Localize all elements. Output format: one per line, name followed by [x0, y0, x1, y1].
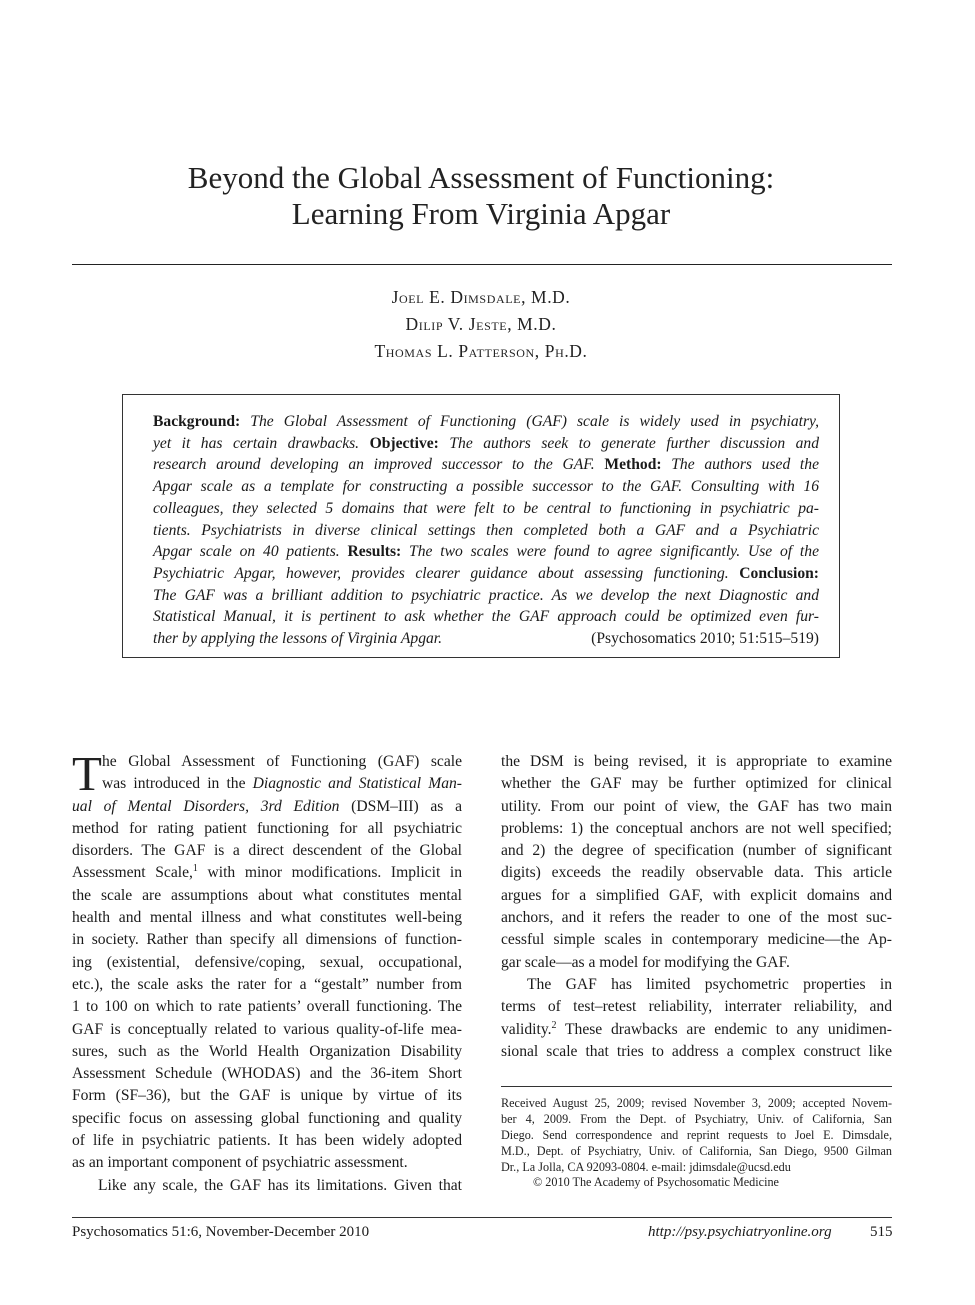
text-line: GAF is conceptually related to various quality-of-life mea- [72, 1020, 462, 1038]
text-line: gar scale—as a model for modifying the GAF. [501, 953, 790, 971]
journal-issue: Psychosomatics 51:6, November-December 2010 [72, 1224, 370, 1240]
author-3: Thomas L. Patterson, Ph.D. [374, 341, 588, 361]
title-divider [72, 264, 892, 265]
abstract-line: colleagues, they selected 5 domains that were felt to be central to functioning in psychiatric pa- [153, 499, 819, 517]
footer-divider [72, 1217, 892, 1218]
drop-cap: T [72, 746, 102, 801]
abstract-citation: (Psychosomatics 2010; 51:515–519) [591, 630, 819, 647]
text-line: and 2) the degree of specification (number of significant [501, 842, 892, 860]
abstract-line: Background: The Global Assessment of Functioning (GAF) scale is widely used in psychiatry, [153, 413, 819, 430]
footnote-line: Dr., La Jolla, CA 92093-0804. e-mail: jdimsdale@ucsd.edu [501, 1159, 791, 1174]
text-line: disorders. The GAF is a direct descendent of the Global [72, 842, 462, 860]
footnote-line: ber 4, 2009. From the Dept. of Psychiatry, Univ. of California, San [501, 1111, 892, 1126]
text-line: The GAF has limited psychometric properties in [527, 975, 892, 993]
footnote-line: Diego. Send correspondence and reprint requests to Joel E. Dimsdale, [501, 1127, 892, 1142]
abstract-line: Apgar scale as a template for constructing a possible successor to the GAF. Consulting with 16 [153, 478, 819, 496]
text-line: as an important component of psychiatric assessment. [72, 1154, 408, 1172]
text-line: he Global Assessment of Functioning (GAF) scale [102, 753, 462, 770]
text-line: the scale are assumptions about what constitutes mental [72, 886, 462, 904]
abstract-line: ther by applying the lessons of Virginia Apgar. (Psychosomatics 2010; 51:515–519) [153, 628, 819, 650]
abstract-heading-background: Background: [153, 413, 241, 430]
abstract-line: Statistical Manual, it is pertinent to ask whether the GAF approach could be optimized even fur- [153, 608, 819, 626]
author-2: Dilip V. Jeste, M.D. [405, 314, 557, 334]
text-line: ing (existential, defensive/coping, sexual, occupational, [72, 953, 462, 971]
text-line: Like any scale, the GAF has its limitations. Given that [98, 1176, 462, 1194]
citation-ref-1: 1 [192, 863, 198, 875]
body-column-right [501, 751, 892, 1063]
page-number: 515 [870, 1224, 893, 1240]
text-line: 1 to 100 on which to rate patients’ overall functioning. The [72, 998, 462, 1016]
abstract-heading-conclusion: Conclusion: [739, 564, 819, 582]
text-line: Assessment Scale,$^1$ with minor modifications. Implicit in [72, 863, 462, 882]
text-line: Form (SF–36), but the GAF is unique by virtue of its [72, 1087, 462, 1105]
text-line: in society. Rather than specify all dimensions of function- [72, 931, 462, 949]
body-column-left [72, 746, 462, 1197]
text-line: argues for a simplified GAF, with explicit domains and [501, 886, 892, 904]
text-line: of life in psychiatric patients. It has been widely adopted [72, 1132, 462, 1150]
text-line: terms of test–retest reliability, interrater reliability, and [501, 998, 892, 1016]
text-line: problems: 1) the conceptual anchors are not well specified; [501, 819, 892, 837]
footnote-line: Received August 25, 2009; revised November 3, 2009; accepted Novem- [501, 1096, 892, 1110]
text-line: Assessment Schedule (WHODAS) and the 36-item Short [72, 1065, 462, 1083]
author-1: Joel E. Dimsdale, M.D. [391, 287, 571, 307]
title-line-1: Beyond the Global Assessment of Functioning: [187, 160, 775, 195]
article-title [70, 160, 892, 232]
text-line: etc.), the scale asks the rater for a “gestalt” number from [72, 975, 462, 993]
abstract-line: yet it has certain drawbacks. Objective: The authors seek to generate further discussion and [153, 434, 819, 452]
text-line: digits) exceeds the readily observable data. This article [501, 864, 892, 882]
text-line: ual of Mental Disorders, 3rd Edition (DSM–III) as a [72, 797, 462, 815]
footnote-divider [501, 1086, 892, 1087]
abstract-line: The GAF was a brilliant addition to psychiatric practice. As we develop the next Diagnostic and [153, 586, 819, 604]
text-line: validity.$^2$ These drawbacks are endemic to any unidimen- [501, 1019, 892, 1038]
footnote [501, 1096, 892, 1191]
text-line: utility. From our point of view, the GAF has two main [501, 797, 892, 815]
text-line: anchors, and it refers the reader to one of the most suc- [501, 909, 892, 927]
author-list [70, 284, 892, 365]
text-line: was introduced in the Diagnostic and Statistical Man- [102, 775, 462, 793]
abstract-heading-results: Results: [347, 543, 402, 561]
text-line: sures, such as the World Health Organization Disability [72, 1042, 462, 1060]
text-line: whether the GAF may be further optimized for clinical [501, 775, 892, 793]
text-line: health and mental illness and what constitutes well-being [72, 909, 462, 927]
abstract-line: tients. Psychiatrists in diverse clinical settings then completed both a GAF and a Psychiatric [153, 521, 819, 539]
text-line: sional scale that tries to address a complex construct like [501, 1042, 892, 1060]
abstract-heading-method: Method: [604, 456, 662, 474]
text-line: specific focus on assessing global functioning and quality [72, 1109, 462, 1127]
citation-ref-2: 2 [551, 1019, 557, 1031]
abstract-line: Psychiatric Apgar, however, provides clearer guidance about assessing functioning. Conclusion: [153, 564, 819, 582]
text-line: the DSM is being revised, it is appropriate to examine [501, 753, 892, 770]
title-line-2: Learning From Virginia Apgar [291, 196, 671, 231]
abstract-box [122, 394, 840, 658]
copyright-notice: © 2010 The Academy of Psychosomatic Medicine [533, 1175, 779, 1190]
text-line: method for rating patient functioning for all psychiatric [72, 819, 462, 837]
abstract-line: Apgar scale on 40 patients. Results: The two scales were found to agree significantly. Use of the [153, 543, 819, 561]
footnote-line: M.D., Dept. of Psychiatry, Univ. of California, San Diego, 9500 Gilman [501, 1143, 892, 1158]
text-line: cessful simple scales in contemporary medicine—the Ap- [501, 931, 892, 949]
abstract-line: research around developing an improved successor to the GAF. Method: The authors used the [153, 456, 819, 474]
abstract-heading-objective: Objective: [369, 434, 439, 452]
journal-url-link[interactable]: http://psy.psychiatryonline.org [648, 1224, 832, 1240]
